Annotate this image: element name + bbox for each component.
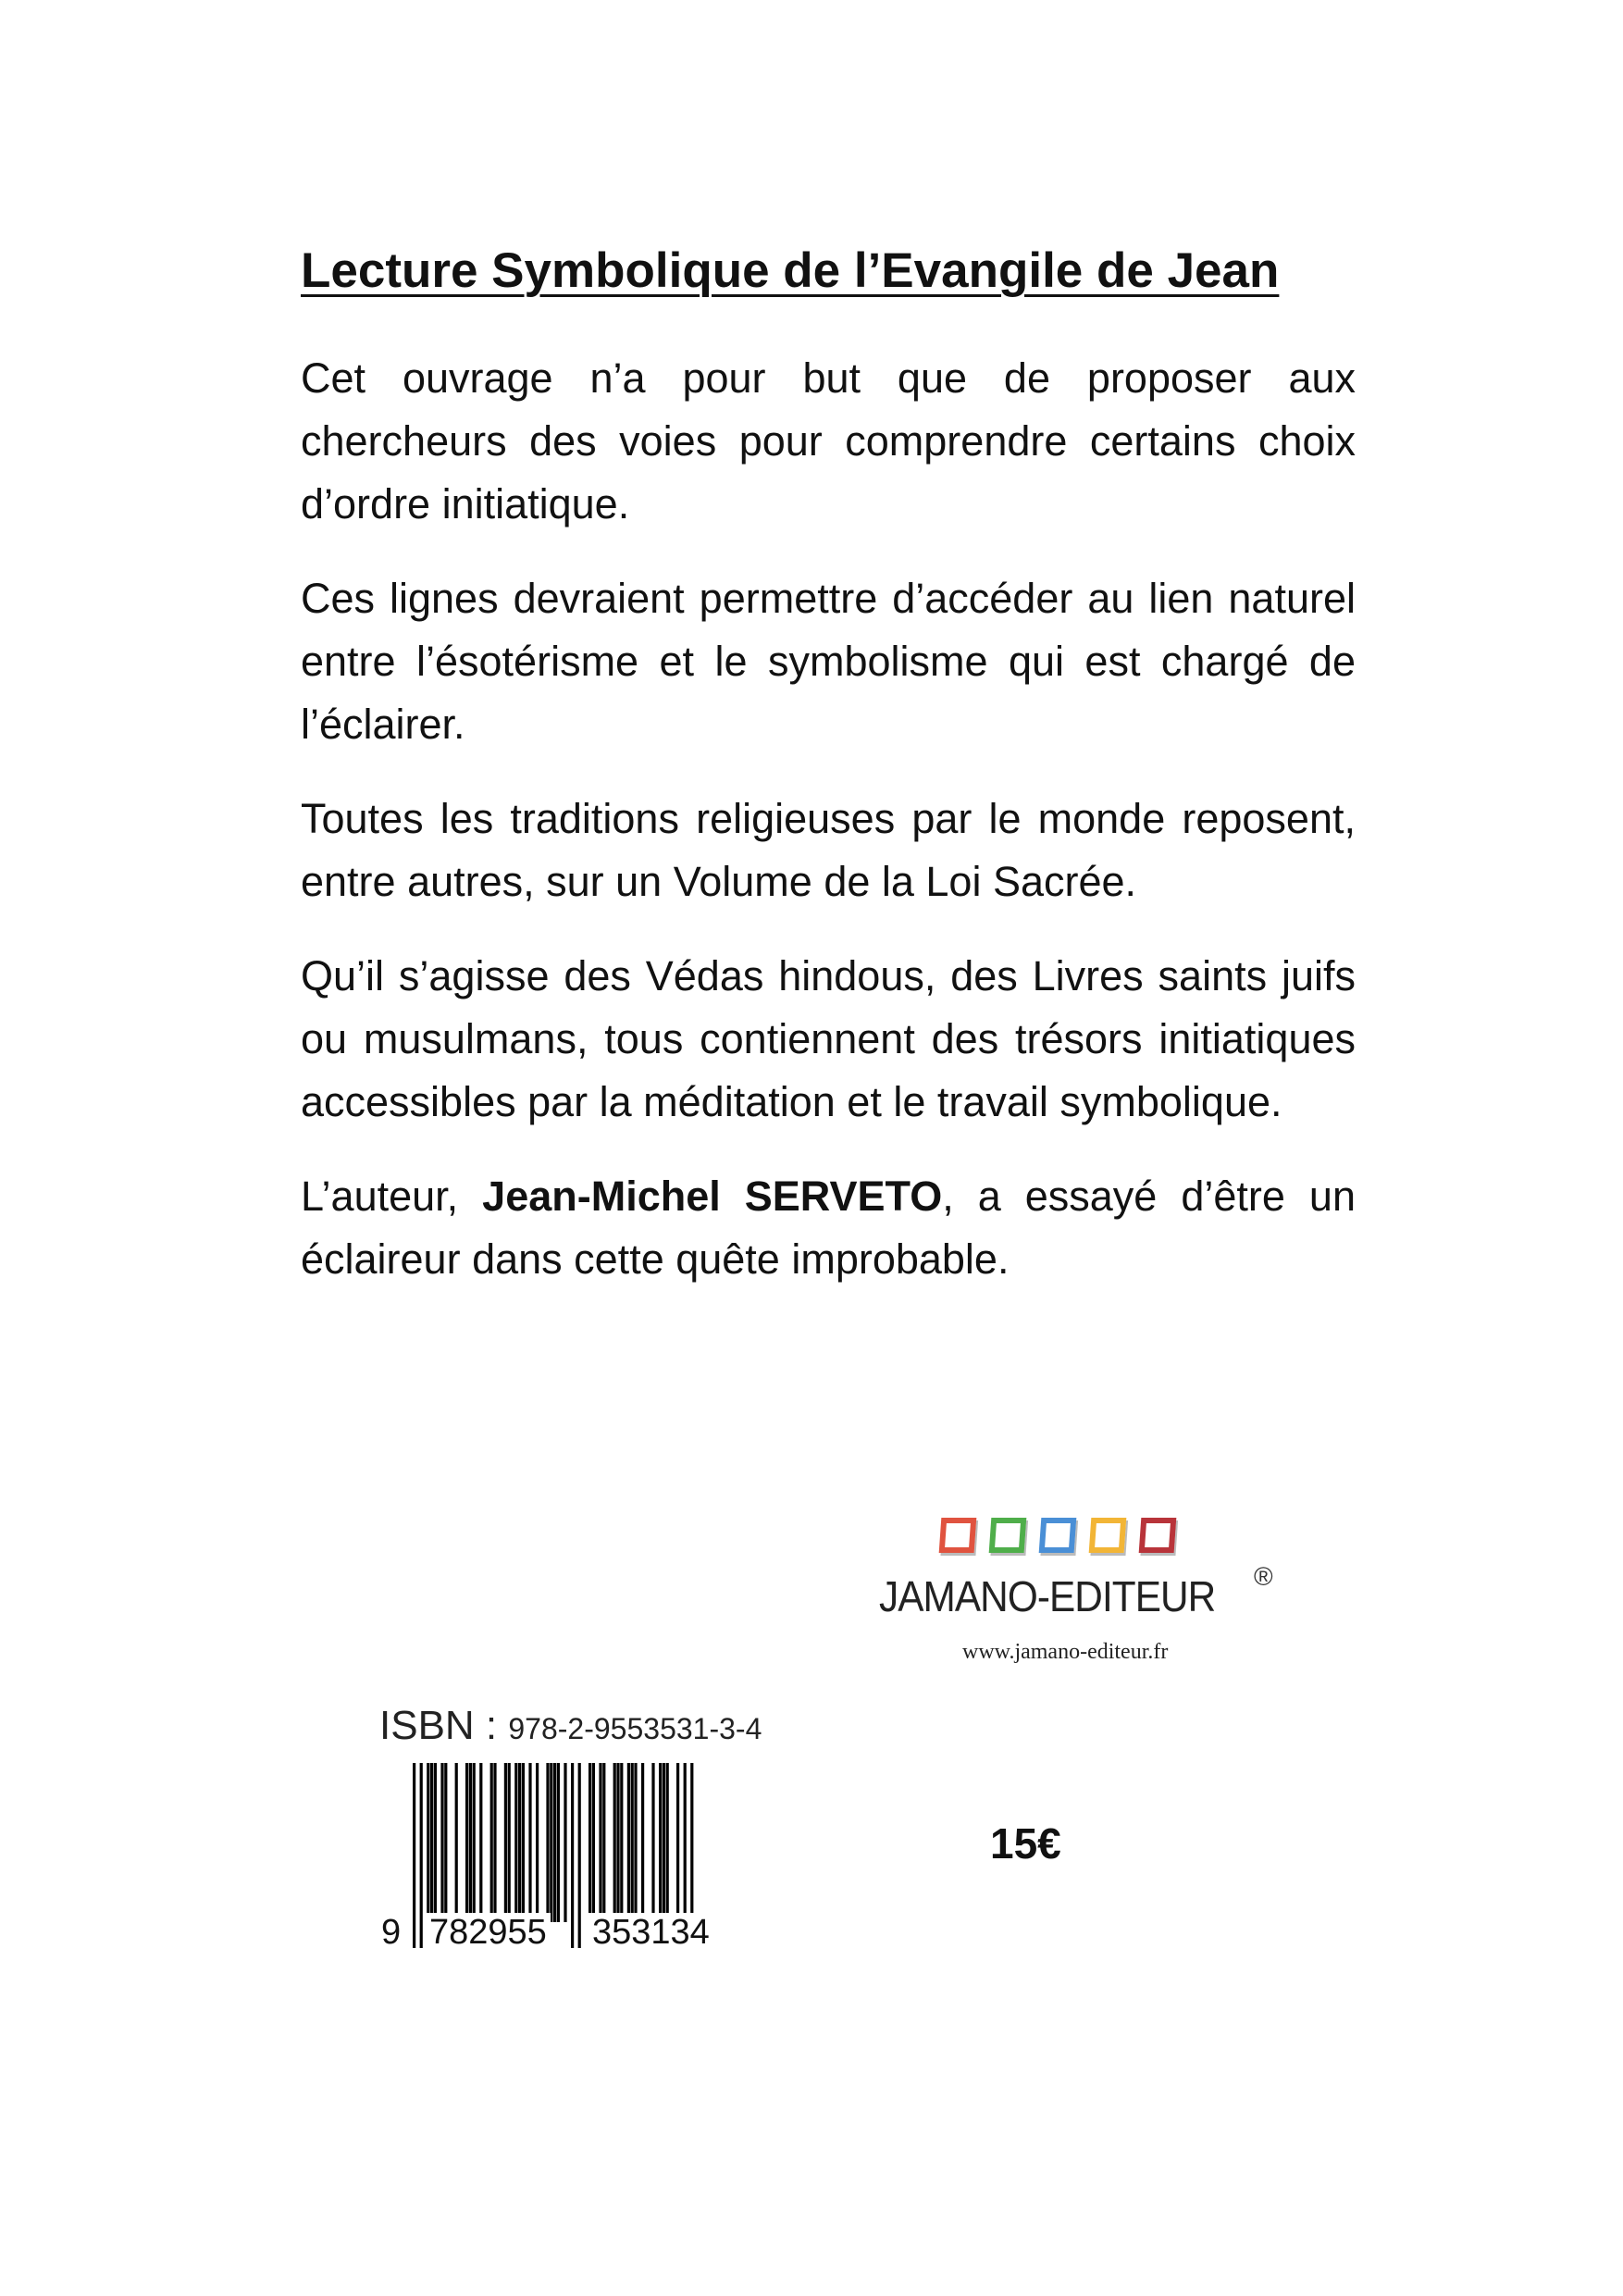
logo-square-icon: [1089, 1518, 1127, 1553]
author-paragraph: [301, 1165, 1356, 1291]
author-intro: L’auteur,: [301, 1173, 483, 1220]
logo-square-icon: [1139, 1518, 1177, 1553]
logo-squares: [940, 1518, 1175, 1553]
barcode-digit-group: 353134: [588, 1913, 713, 1953]
paragraph: Qu’il s’agisse des Védas hindous, des Livres saints juifs ou musulmans, tous contiennent des trésors initiatiques accessibles par la méditation et le travail symbolique.: [301, 952, 1356, 1125]
paragraph: Toutes les traditions religieuses par le monde reposent, entre autres, sur un Volume de la Loi Sacrée.: [301, 795, 1356, 905]
logo-square-icon: [1039, 1518, 1077, 1553]
publisher-name: JAMANO-EDITEUR: [879, 1572, 1216, 1620]
logo-square-icon: [939, 1518, 977, 1553]
paragraph: Ces lignes devraient permettre d’accéder au lien naturel entre l’ésotérisme et le symbolisme qui est chargé de l’éclairer.: [301, 575, 1356, 748]
isbn-value: 978-2-9553531-3-4: [508, 1712, 762, 1745]
isbn-label: ISBN :: [379, 1703, 509, 1748]
book-title: Lecture Symbolique de l’Evangile de Jean: [301, 243, 1280, 298]
barcode-digits: [378, 1913, 748, 1954]
publisher-url: www.jamano-editeur.fr: [962, 1640, 1169, 1664]
publisher-logo: [879, 1508, 1286, 1675]
registered-mark: ®: [1254, 1562, 1273, 1591]
author-name: Jean-Michel SERVETO: [482, 1173, 943, 1220]
price: 15€: [990, 1819, 1061, 1868]
barcode: [378, 1763, 748, 1953]
paragraph: Cet ouvrage n’a pour but que de proposer aux chercheurs des voies pour comprendre certains choix d’ordre initiatique.: [301, 354, 1356, 527]
barcode-digit-first: 9: [378, 1913, 404, 1953]
logo-square-icon: [989, 1518, 1027, 1553]
isbn: [379, 1703, 762, 1749]
back-cover-text: [301, 347, 1356, 1322]
author-outro: , a essayé d’être un éclaireur dans cette quête improbable.: [301, 1173, 1356, 1283]
barcode-digit-group: 782955: [426, 1913, 551, 1953]
